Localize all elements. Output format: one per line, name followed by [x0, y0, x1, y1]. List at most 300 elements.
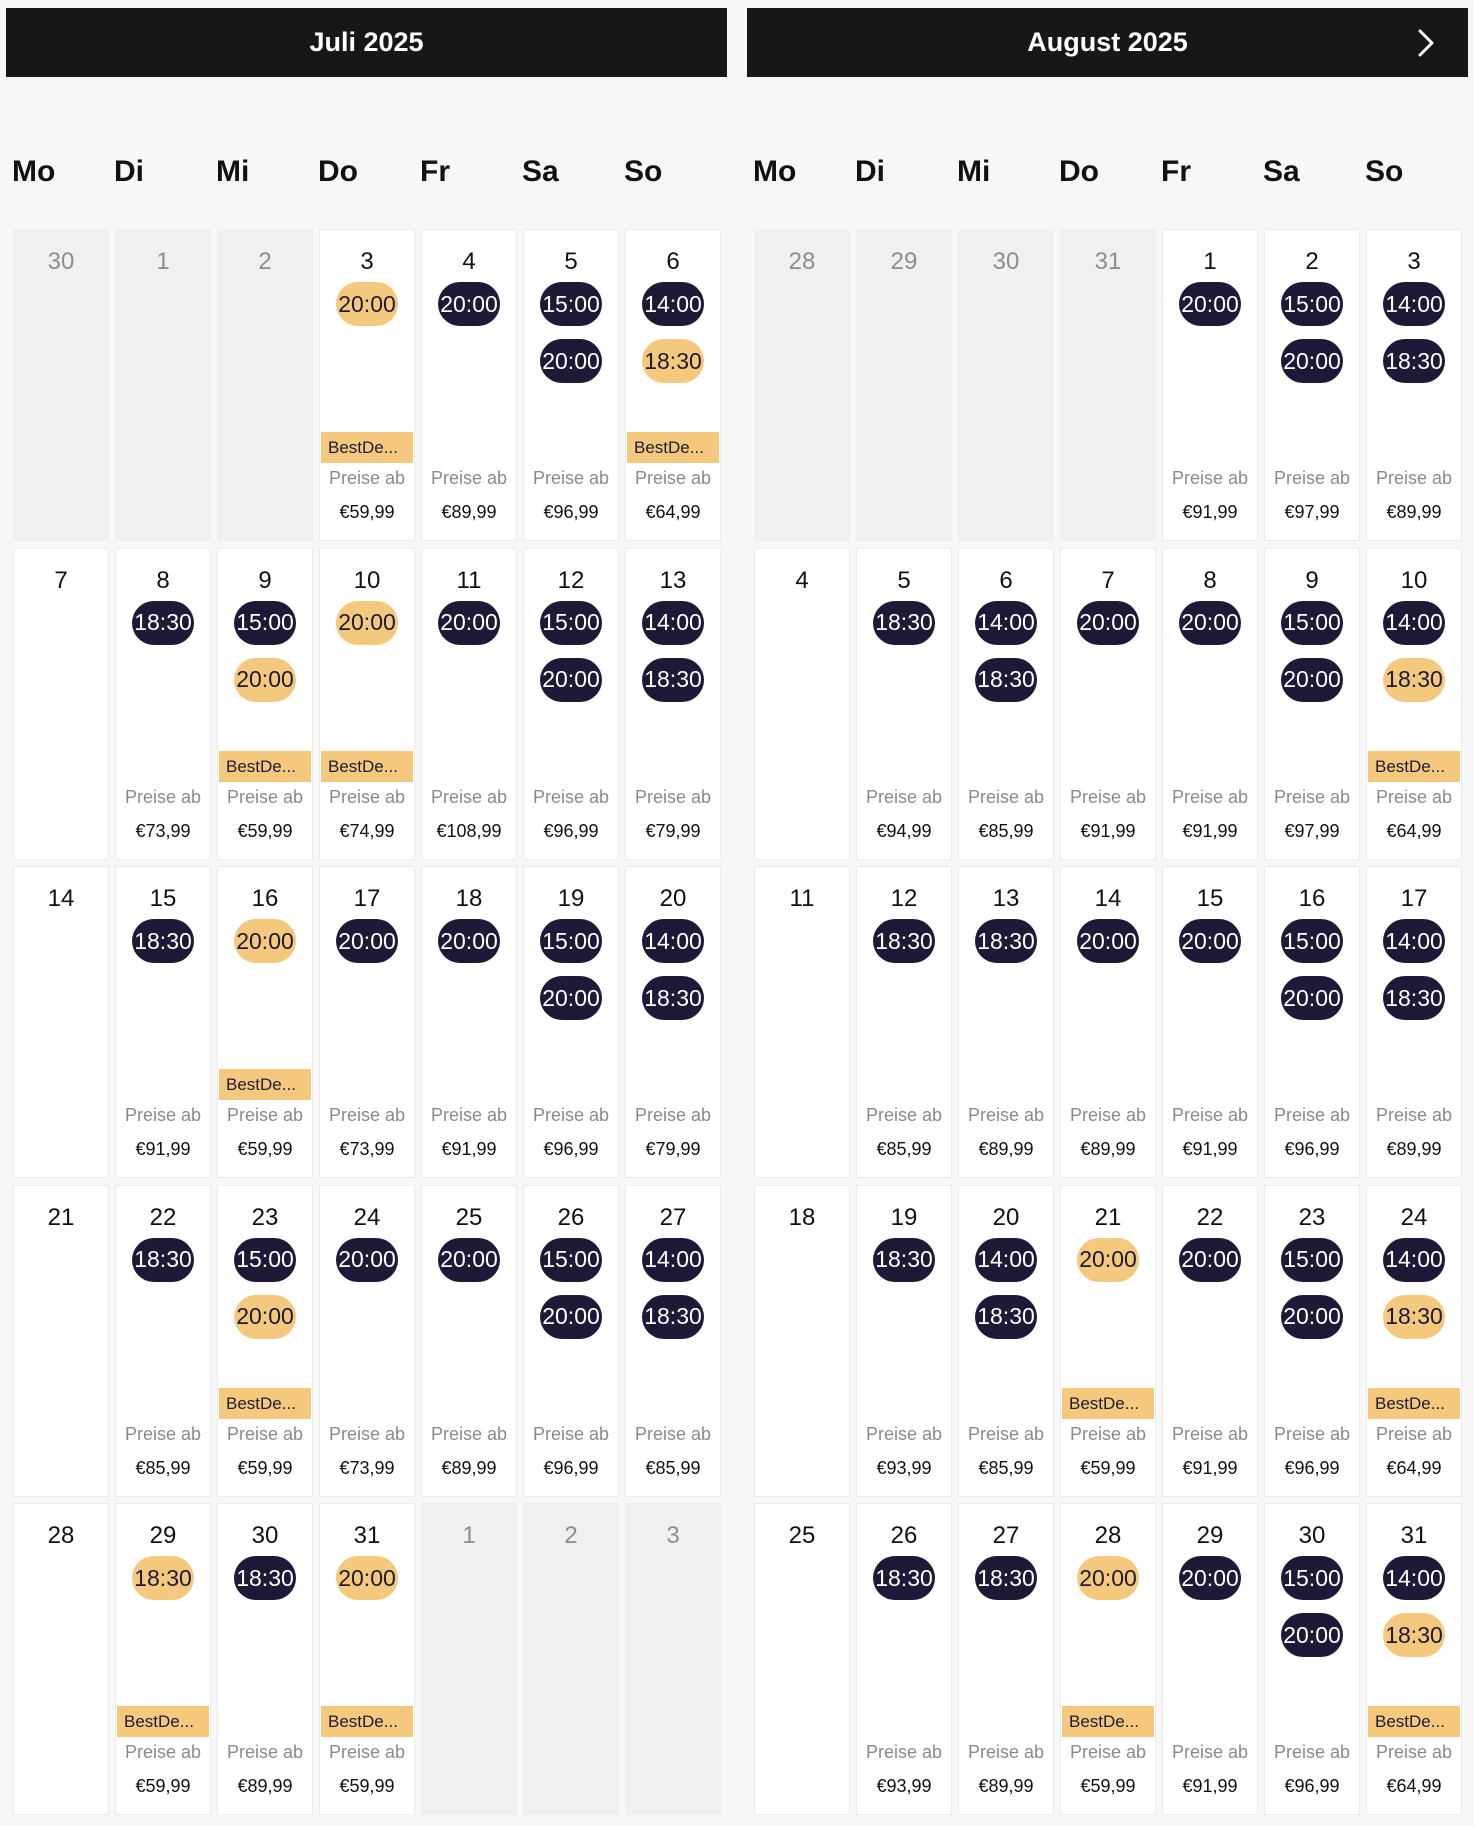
showtime-button[interactable]: 20:00 — [438, 1238, 500, 1282]
day-cell[interactable] — [1366, 866, 1462, 1178]
showtime-button[interactable]: 18:30 — [132, 919, 194, 963]
price-from-label: Preise ab — [226, 1105, 304, 1125]
chevron-right-icon — [1417, 29, 1435, 57]
price-value: €59,99 — [237, 820, 293, 841]
price-from-label: Preise ab — [1171, 1742, 1249, 1762]
day-number: 30 — [47, 248, 75, 275]
day-number: 29 — [149, 1522, 177, 1549]
day-number: 8 — [1203, 566, 1217, 594]
best-deal-badge: BestDe... — [219, 1069, 311, 1100]
price-value: €96,99 — [1284, 1776, 1340, 1796]
showtime-button[interactable]: 15:00 — [1281, 1556, 1343, 1600]
price-from-label: Preise ab — [1069, 1105, 1147, 1125]
day-number: 19 — [557, 885, 585, 912]
day-cell[interactable] — [115, 1503, 211, 1815]
price-from-label: Preise ab — [1171, 1105, 1249, 1125]
day-number: 31 — [1094, 248, 1122, 275]
showtime-button[interactable]: 20:00 — [1077, 1238, 1139, 1282]
day-number: 28 — [788, 248, 816, 275]
day-number: 21 — [47, 1203, 75, 1231]
day-cell-outside — [523, 1503, 619, 1815]
day-cell — [13, 866, 109, 1178]
price-value: €64,99 — [1386, 1776, 1442, 1796]
price-from-label: Preise ab — [634, 1105, 712, 1125]
weekday-row — [747, 155, 1468, 195]
price-from-label: Preise ab — [1375, 786, 1453, 807]
day-cell-outside — [13, 229, 109, 541]
showtime-button[interactable]: 18:30 — [642, 976, 704, 1020]
day-cell[interactable] — [1366, 548, 1462, 860]
day-cell-outside — [754, 229, 850, 541]
price-from-label: Preise ab — [430, 1105, 508, 1125]
price-value: €96,99 — [543, 1139, 599, 1159]
price-value: €59,99 — [339, 1776, 395, 1796]
showtime-button[interactable]: 20:00 — [336, 282, 398, 326]
price-value: €59,99 — [339, 502, 395, 522]
showtime-button[interactable]: 18:30 — [234, 1556, 296, 1600]
day-number: 6 — [666, 248, 680, 275]
showtime-button[interactable]: 15:00 — [540, 601, 602, 645]
price-value: €64,99 — [645, 502, 701, 522]
day-number: 4 — [795, 566, 809, 594]
showtime-button[interactable]: 20:00 — [1281, 1295, 1343, 1339]
showtime-button[interactable]: 20:00 — [1077, 919, 1139, 963]
day-number: 15 — [1196, 885, 1224, 912]
day-number: 14 — [1094, 885, 1122, 912]
showtime-button[interactable]: 20:00 — [540, 976, 602, 1020]
day-cell[interactable] — [1162, 1503, 1258, 1815]
weekday-label: Sa — [1263, 155, 1300, 188]
day-cell[interactable] — [319, 1185, 415, 1497]
price-value: €64,99 — [1386, 820, 1442, 841]
price-value: €93,99 — [876, 1776, 932, 1796]
day-cell[interactable] — [1264, 1185, 1360, 1497]
showtime-button[interactable]: 20:00 — [1077, 1556, 1139, 1600]
showtime-button[interactable]: 15:00 — [540, 919, 602, 963]
price-value: €85,99 — [645, 1457, 701, 1478]
month-title: Juli 2025 — [309, 27, 424, 57]
day-number: 7 — [54, 566, 68, 594]
price-value: €91,99 — [1080, 820, 1136, 841]
day-cell[interactable] — [421, 1185, 517, 1497]
price-value: €74,99 — [339, 820, 395, 841]
showtime-button[interactable]: 15:00 — [540, 1238, 602, 1282]
day-cell[interactable] — [1366, 1185, 1462, 1497]
price-from-label: Preise ab — [124, 1423, 202, 1444]
showtime-button[interactable]: 15:00 — [1281, 601, 1343, 645]
day-cell[interactable] — [421, 866, 517, 1178]
price-value: €96,99 — [543, 1457, 599, 1478]
price-from-label: Preise ab — [1171, 1423, 1249, 1444]
best-deal-badge: BestDe... — [1062, 1388, 1154, 1419]
weekday-label: So — [624, 155, 663, 188]
day-number: 8 — [156, 566, 170, 594]
day-cell[interactable] — [958, 866, 1054, 1178]
weekday-label: So — [1365, 155, 1404, 188]
showtime-button[interactable]: 18:30 — [975, 1295, 1037, 1339]
showtime-button[interactable]: 18:30 — [873, 1556, 935, 1600]
price-value: €91,99 — [1182, 1776, 1238, 1796]
price-from-label: Preise ab — [1273, 1742, 1351, 1762]
price-from-label: Preise ab — [1273, 1105, 1351, 1125]
day-cell[interactable] — [1060, 1185, 1156, 1497]
showtime-button[interactable]: 18:30 — [1383, 658, 1445, 702]
day-cell[interactable] — [421, 229, 517, 541]
showtime-button[interactable]: 18:30 — [975, 658, 1037, 702]
price-value: €85,99 — [135, 1457, 191, 1478]
weekday-label: Mi — [216, 155, 250, 188]
day-number: 22 — [149, 1203, 177, 1231]
day-cell[interactable] — [625, 229, 721, 541]
best-deal-badge: BestDe... — [1368, 1706, 1460, 1737]
day-number: 22 — [1196, 1203, 1224, 1231]
day-cell-outside — [217, 229, 313, 541]
showtime-button[interactable]: 14:00 — [1383, 919, 1445, 963]
day-cell[interactable] — [319, 1503, 415, 1815]
showtime-button[interactable]: 20:00 — [1179, 601, 1241, 645]
price-value: €89,99 — [441, 1457, 497, 1478]
price-value: €93,99 — [876, 1457, 932, 1478]
showtime-button[interactable]: 18:30 — [1383, 339, 1445, 383]
day-cell[interactable] — [523, 548, 619, 860]
day-cell[interactable] — [319, 229, 415, 541]
day-cell[interactable] — [1264, 229, 1360, 541]
day-number: 27 — [992, 1522, 1020, 1549]
best-deal-badge: BestDe... — [321, 751, 413, 782]
day-number: 30 — [1298, 1522, 1326, 1549]
showtime-button[interactable]: 18:30 — [1383, 976, 1445, 1020]
day-cell[interactable] — [856, 1185, 952, 1497]
best-deal-badge: BestDe... — [1368, 1388, 1460, 1419]
price-value: €96,99 — [543, 820, 599, 841]
day-number: 16 — [1298, 885, 1326, 912]
day-number: 7 — [1101, 566, 1115, 594]
day-cell[interactable] — [523, 229, 619, 541]
day-cell[interactable] — [1060, 1503, 1156, 1815]
price-from-label: Preise ab — [124, 1742, 202, 1762]
showtime-button[interactable]: 14:00 — [1383, 601, 1445, 645]
showtime-button[interactable]: 20:00 — [336, 1556, 398, 1600]
showtime-button[interactable]: 20:00 — [438, 601, 500, 645]
day-number: 18 — [788, 1203, 816, 1231]
best-deal-badge: BestDe... — [219, 1388, 311, 1419]
best-deal-badge: BestDe... — [219, 751, 311, 782]
day-number: 25 — [788, 1522, 816, 1549]
day-number: 15 — [149, 885, 177, 912]
day-number: 10 — [1400, 566, 1428, 594]
day-number: 20 — [992, 1203, 1020, 1231]
showtime-button[interactable]: 14:00 — [642, 282, 704, 326]
showtime-button[interactable]: 18:30 — [132, 601, 194, 645]
showtime-button[interactable]: 20:00 — [336, 601, 398, 645]
day-number: 6 — [999, 566, 1013, 594]
price-value: €89,99 — [978, 1776, 1034, 1796]
showtime-button[interactable]: 18:30 — [975, 1556, 1037, 1600]
day-cell — [754, 1185, 850, 1497]
showtime-button[interactable]: 20:00 — [438, 919, 500, 963]
price-from-label: Preise ab — [124, 1105, 202, 1125]
showtime-button[interactable]: 18:30 — [642, 339, 704, 383]
showtime-button[interactable]: 20:00 — [540, 339, 602, 383]
price-value: €97,99 — [1284, 502, 1340, 522]
day-number: 28 — [1094, 1522, 1122, 1549]
price-from-label: Preise ab — [226, 1423, 304, 1444]
best-deal-badge: BestDe... — [117, 1706, 209, 1737]
month-header — [6, 8, 727, 77]
day-cell — [754, 548, 850, 860]
day-number: 23 — [251, 1203, 279, 1231]
showtime-button[interactable]: 18:30 — [1383, 1613, 1445, 1657]
day-cell[interactable] — [217, 548, 313, 860]
weekday-label: Sa — [522, 155, 559, 188]
price-from-label: Preise ab — [865, 1105, 943, 1125]
showtime-button[interactable]: 20:00 — [1179, 1556, 1241, 1600]
showtime-button[interactable]: 20:00 — [1077, 601, 1139, 645]
day-cell[interactable] — [421, 548, 517, 860]
price-from-label: Preise ab — [532, 786, 610, 807]
showtime-button[interactable]: 20:00 — [336, 919, 398, 963]
day-number: 27 — [659, 1203, 687, 1231]
day-number: 2 — [1305, 248, 1319, 275]
showtime-button[interactable]: 20:00 — [438, 282, 500, 326]
showtime-button[interactable]: 20:00 — [234, 658, 296, 702]
price-value: €91,99 — [1182, 1457, 1238, 1478]
showtime-button[interactable]: 20:00 — [234, 919, 296, 963]
day-cell[interactable] — [217, 1185, 313, 1497]
price-value: €97,99 — [1284, 820, 1340, 841]
day-cell[interactable] — [115, 548, 211, 860]
day-cell[interactable] — [625, 1185, 721, 1497]
day-number: 30 — [992, 248, 1020, 275]
weekday-label: Do — [318, 155, 358, 188]
day-cell[interactable] — [1264, 548, 1360, 860]
price-from-label: Preise ab — [1273, 468, 1351, 488]
showtime-button[interactable]: 20:00 — [1179, 282, 1241, 326]
price-from-label: Preise ab — [430, 468, 508, 488]
price-value: €91,99 — [1182, 1139, 1238, 1159]
day-cell[interactable] — [217, 866, 313, 1178]
day-number: 19 — [890, 1203, 918, 1231]
showtime-button[interactable]: 18:30 — [642, 658, 704, 702]
day-cell[interactable] — [1366, 1503, 1462, 1815]
showtime-button[interactable]: 20:00 — [1281, 339, 1343, 383]
showtime-button[interactable]: 20:00 — [1179, 919, 1241, 963]
showtime-button[interactable]: 20:00 — [1281, 1613, 1343, 1657]
day-cell[interactable] — [1162, 229, 1258, 541]
price-value: €91,99 — [135, 1139, 191, 1159]
day-cell[interactable] — [115, 1185, 211, 1497]
showtime-button[interactable]: 20:00 — [540, 658, 602, 702]
price-value: €89,99 — [1386, 1139, 1442, 1159]
day-cell[interactable] — [856, 548, 952, 860]
day-cell[interactable] — [319, 548, 415, 860]
price-from-label: Preise ab — [1375, 1742, 1453, 1762]
next-month-button[interactable] — [1406, 18, 1446, 68]
weekday-label: Mo — [12, 155, 56, 188]
showtime-button[interactable]: 18:30 — [873, 1238, 935, 1282]
showtime-button[interactable]: 20:00 — [336, 1238, 398, 1282]
day-cell-outside — [421, 1503, 517, 1815]
price-from-label: Preise ab — [532, 1105, 610, 1125]
day-number: 24 — [1400, 1203, 1428, 1231]
price-value: €73,99 — [339, 1457, 395, 1478]
day-number: 25 — [455, 1203, 483, 1231]
price-value: €85,99 — [978, 820, 1034, 841]
price-from-label: Preise ab — [328, 468, 406, 488]
showtime-button[interactable]: 20:00 — [234, 1295, 296, 1339]
day-cell[interactable] — [1060, 548, 1156, 860]
showtime-button[interactable]: 18:30 — [975, 919, 1037, 963]
day-number: 3 — [360, 248, 374, 275]
day-cell[interactable] — [625, 548, 721, 860]
price-from-label: Preise ab — [967, 1105, 1045, 1125]
day-number: 24 — [353, 1203, 381, 1231]
price-value: €59,99 — [237, 1139, 293, 1159]
price-from-label: Preise ab — [1375, 1423, 1453, 1444]
day-cell[interactable] — [856, 866, 952, 1178]
day-cell[interactable] — [625, 866, 721, 1178]
day-cell-outside — [1060, 229, 1156, 541]
day-cell[interactable] — [319, 866, 415, 1178]
price-from-label: Preise ab — [1069, 786, 1147, 807]
showtime-button[interactable]: 15:00 — [1281, 282, 1343, 326]
price-from-label: Preise ab — [865, 786, 943, 807]
day-cell[interactable] — [1162, 548, 1258, 860]
day-cell[interactable] — [856, 1503, 952, 1815]
showtime-button[interactable]: 15:00 — [234, 1238, 296, 1282]
day-cell[interactable] — [115, 866, 211, 1178]
price-from-label: Preise ab — [124, 786, 202, 807]
day-number: 26 — [557, 1203, 585, 1231]
weekday-label: Fr — [1161, 155, 1191, 188]
day-number: 26 — [890, 1522, 918, 1549]
showtime-button[interactable]: 20:00 — [1281, 658, 1343, 702]
showtime-button[interactable]: 20:00 — [1281, 976, 1343, 1020]
showtime-button[interactable]: 18:30 — [642, 1295, 704, 1339]
price-value: €96,99 — [1284, 1457, 1340, 1478]
price-from-label: Preise ab — [865, 1423, 943, 1444]
showtime-button[interactable]: 15:00 — [540, 282, 602, 326]
price-from-label: Preise ab — [328, 1742, 406, 1762]
price-from-label: Preise ab — [865, 1742, 943, 1762]
day-number: 31 — [1400, 1522, 1428, 1549]
price-from-label: Preise ab — [532, 468, 610, 488]
price-from-label: Preise ab — [634, 786, 712, 807]
showtime-button[interactable]: 18:30 — [873, 919, 935, 963]
weekday-label: Do — [1059, 155, 1099, 188]
day-cell[interactable] — [958, 548, 1054, 860]
price-from-label: Preise ab — [1171, 468, 1249, 488]
showtime-button[interactable]: 20:00 — [1179, 1238, 1241, 1282]
day-cell[interactable] — [958, 1503, 1054, 1815]
day-number: 12 — [890, 885, 918, 912]
price-from-label: Preise ab — [634, 468, 712, 488]
day-cell-outside — [958, 229, 1054, 541]
price-value: €59,99 — [1080, 1776, 1136, 1796]
day-number: 5 — [564, 248, 578, 275]
weekday-label: Di — [114, 155, 144, 188]
showtime-button[interactable]: 15:00 — [1281, 919, 1343, 963]
price-value: €64,99 — [1386, 1457, 1442, 1478]
price-from-label: Preise ab — [1375, 468, 1453, 488]
day-cell — [13, 1185, 109, 1497]
showtime-button[interactable]: 14:00 — [1383, 1556, 1445, 1600]
showtime-button[interactable]: 18:30 — [132, 1556, 194, 1600]
showtime-button[interactable]: 14:00 — [1383, 1238, 1445, 1282]
day-cell[interactable] — [958, 1185, 1054, 1497]
showtime-button[interactable]: 20:00 — [540, 1295, 602, 1339]
day-cell[interactable] — [1162, 866, 1258, 1178]
showtime-button[interactable]: 15:00 — [1281, 1238, 1343, 1282]
price-from-label: Preise ab — [1375, 1105, 1453, 1125]
price-from-label: Preise ab — [1069, 1742, 1147, 1762]
showtime-button[interactable]: 14:00 — [642, 601, 704, 645]
showtime-button[interactable]: 14:00 — [975, 601, 1037, 645]
day-number: 14 — [47, 885, 75, 912]
showtime-button[interactable]: 18:30 — [132, 1238, 194, 1282]
day-number: 13 — [992, 885, 1020, 912]
price-value: €85,99 — [876, 1139, 932, 1159]
weekday-label: Mo — [753, 155, 797, 188]
showtime-button[interactable]: 14:00 — [642, 1238, 704, 1282]
showtime-button[interactable]: 14:00 — [642, 919, 704, 963]
showtime-button[interactable]: 14:00 — [1383, 282, 1445, 326]
price-from-label: Preise ab — [634, 1423, 712, 1444]
showtime-button[interactable]: 14:00 — [975, 1238, 1037, 1282]
price-value: €73,99 — [339, 1139, 395, 1159]
day-cell[interactable] — [1060, 866, 1156, 1178]
day-cell[interactable] — [523, 1185, 619, 1497]
price-value: €59,99 — [237, 1457, 293, 1478]
showtime-button[interactable]: 18:30 — [873, 601, 935, 645]
day-number: 1 — [1203, 248, 1217, 275]
price-value: €96,99 — [543, 502, 599, 522]
day-number: 16 — [251, 885, 279, 912]
day-cell — [754, 1503, 850, 1815]
price-value: €89,99 — [1080, 1139, 1136, 1159]
price-value: €91,99 — [1182, 502, 1238, 522]
day-number: 1 — [156, 248, 170, 275]
day-number: 20 — [659, 885, 687, 912]
day-number: 28 — [47, 1522, 75, 1549]
price-from-label: Preise ab — [226, 1742, 304, 1762]
price-from-label: Preise ab — [967, 1423, 1045, 1444]
price-value: €85,99 — [978, 1457, 1034, 1478]
day-number: 10 — [353, 566, 381, 594]
day-number: 17 — [353, 885, 381, 912]
price-from-label: Preise ab — [967, 1742, 1045, 1762]
day-number: 21 — [1094, 1203, 1122, 1231]
showtime-button[interactable]: 18:30 — [1383, 1295, 1445, 1339]
day-number: 3 — [1407, 248, 1421, 275]
price-from-label: Preise ab — [1273, 1423, 1351, 1444]
day-cell[interactable] — [217, 1503, 313, 1815]
price-from-label: Preise ab — [430, 786, 508, 807]
day-number: 9 — [258, 566, 272, 594]
day-cell[interactable] — [1162, 1185, 1258, 1497]
day-cell[interactable] — [523, 866, 619, 1178]
price-value: €91,99 — [1182, 820, 1238, 841]
showtime-button[interactable]: 15:00 — [234, 601, 296, 645]
day-cell[interactable] — [1264, 1503, 1360, 1815]
price-from-label: Preise ab — [430, 1423, 508, 1444]
day-cell[interactable] — [1366, 229, 1462, 541]
day-cell — [13, 1503, 109, 1815]
day-number: 29 — [1196, 1522, 1224, 1549]
day-cell[interactable] — [1264, 866, 1360, 1178]
weekday-label: Di — [855, 155, 885, 188]
day-number: 4 — [462, 248, 476, 275]
